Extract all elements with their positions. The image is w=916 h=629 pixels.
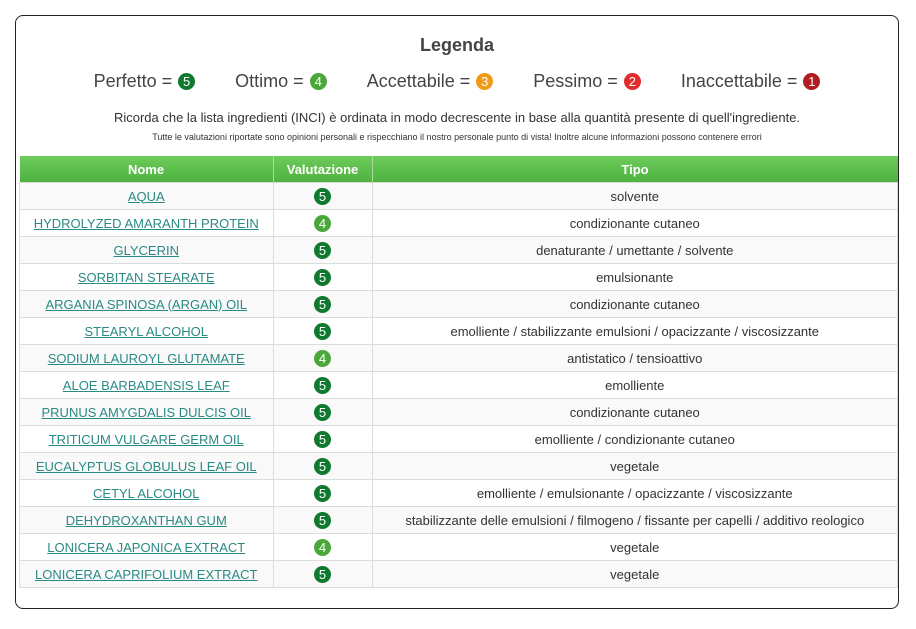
table-header-row [20, 156, 898, 183]
table-row [20, 561, 898, 588]
cell-type: emulsionante [372, 264, 898, 291]
rating-badge-icon: 5 [314, 323, 331, 340]
cell-ingredient-name [20, 426, 274, 453]
legend-title: Legenda [419, 35, 494, 55]
legend-row [16, 71, 898, 92]
table-row [20, 318, 898, 345]
cell-type: solvente [372, 183, 898, 210]
cell-type: stabilizzante delle emulsioni / filmogeno / fissante per capelli / additivo reologico [372, 507, 898, 534]
header-name: Nome [20, 156, 274, 183]
cell-rating [273, 345, 372, 372]
rating-badge-icon: 5 [314, 269, 331, 286]
cell-ingredient-name [20, 534, 274, 561]
rating-badge-icon: 4 [314, 350, 331, 367]
cell-ingredient-name [20, 372, 274, 399]
legend-label: Inaccettabile = [680, 71, 798, 91]
cell-rating [273, 372, 372, 399]
ingredients-table [19, 156, 898, 588]
cell-type: emolliente [372, 372, 898, 399]
rating-badge-icon: 5 [314, 188, 331, 205]
rating-badge-icon: 5 [314, 512, 331, 529]
ingredient-link[interactable]: PRUNUS AMYGDALIS DULCIS OIL [41, 404, 251, 420]
cell-type: vegetale [372, 453, 898, 480]
inci-order-note: Ricorda che la lista ingredienti (INCI) è ordinata in modo decrescente in base alla quantità presente di quell'ingrediente. [113, 110, 801, 125]
cell-rating [273, 210, 372, 237]
ingredient-link[interactable]: CETYL ALCOHOL [93, 485, 200, 501]
cell-ingredient-name [20, 237, 274, 264]
table-row [20, 372, 898, 399]
rating-badge-icon: 5 [314, 404, 331, 421]
rating-badge-icon: 2 [624, 73, 641, 90]
cell-type: emolliente / condizionante cutaneo [372, 426, 898, 453]
cell-rating [273, 534, 372, 561]
ingredient-link[interactable]: EUCALYPTUS GLOBULUS LEAF OIL [35, 458, 257, 474]
rating-badge-icon: 5 [314, 377, 331, 394]
rating-badge-icon: 3 [476, 73, 493, 90]
cell-ingredient-name [20, 183, 274, 210]
header-type: Tipo [372, 156, 898, 183]
legend-item-accettabile [367, 71, 494, 92]
table-row [20, 426, 898, 453]
cell-type: antistatico / tensioattivo [372, 345, 898, 372]
legend-label: Accettabile = [366, 71, 471, 91]
table-row [20, 345, 898, 372]
cell-ingredient-name [20, 561, 274, 588]
ingredient-link[interactable]: ARGANIA SPINOSA (ARGAN) OIL [45, 296, 248, 312]
cell-type: condizionante cutaneo [372, 291, 898, 318]
cell-ingredient-name [20, 507, 274, 534]
ingredients-body [20, 183, 898, 588]
cell-rating [273, 561, 372, 588]
cell-ingredient-name [20, 345, 274, 372]
table-row [20, 399, 898, 426]
table-row [20, 264, 898, 291]
legend-panel [15, 15, 899, 609]
cell-rating [273, 507, 372, 534]
cell-ingredient-name [20, 318, 274, 345]
rating-badge-icon: 5 [314, 458, 331, 475]
cell-rating [273, 480, 372, 507]
legend-label: Ottimo = [235, 71, 304, 91]
rating-badge-icon: 5 [314, 566, 331, 583]
table-row [20, 480, 898, 507]
ingredient-link[interactable]: ALOE BARBADENSIS LEAF [62, 377, 230, 393]
rating-badge-icon: 5 [314, 242, 331, 259]
table-row [20, 507, 898, 534]
cell-ingredient-name [20, 264, 274, 291]
ingredient-link[interactable]: STEARYL ALCOHOL [84, 323, 209, 339]
ingredient-link[interactable]: TRITICUM VULGARE GERM OIL [48, 431, 244, 447]
cell-ingredient-name [20, 480, 274, 507]
rating-badge-icon: 5 [314, 431, 331, 448]
ingredient-link[interactable]: HYDROLYZED AMARANTH PROTEIN [33, 215, 259, 231]
cell-ingredient-name [20, 399, 274, 426]
legend-label: Perfetto = [93, 71, 173, 91]
legend-label: Pessimo = [533, 71, 618, 91]
cell-ingredient-name [20, 453, 274, 480]
cell-type: vegetale [372, 534, 898, 561]
ingredient-link[interactable]: LONICERA JAPONICA EXTRACT [47, 539, 246, 555]
cell-ingredient-name [20, 291, 274, 318]
ingredient-link[interactable]: AQUA [127, 188, 165, 204]
rating-badge-icon: 4 [314, 215, 331, 232]
header-rating: Valutazione [273, 156, 372, 183]
cell-rating [273, 399, 372, 426]
cell-rating [273, 426, 372, 453]
rating-badge-icon: 5 [314, 296, 331, 313]
ingredient-link[interactable]: SORBITAN STEARATE [77, 269, 215, 285]
rating-badge-icon: 1 [803, 73, 820, 90]
ingredient-link[interactable]: DEHYDROXANTHAN GUM [65, 512, 227, 528]
rating-badge-icon: 5 [314, 485, 331, 502]
table-row [20, 237, 898, 264]
ingredient-link[interactable]: LONICERA CAPRIFOLIUM EXTRACT [35, 566, 258, 582]
legend-item-inaccettabile [681, 71, 821, 92]
cell-type: condizionante cutaneo [372, 210, 898, 237]
legend-item-perfetto [94, 71, 196, 92]
cell-rating [273, 318, 372, 345]
cell-rating [273, 237, 372, 264]
table-row [20, 453, 898, 480]
table-row [20, 534, 898, 561]
legend-item-pessimo [533, 71, 641, 92]
cell-rating [273, 291, 372, 318]
cell-ingredient-name [20, 210, 274, 237]
legend-item-ottimo [235, 71, 327, 92]
ingredient-link[interactable]: SODIUM LAUROYL GLUTAMATE [47, 350, 245, 366]
cell-type: vegetale [372, 561, 898, 588]
cell-rating [273, 453, 372, 480]
cell-type: denaturante / umettante / solvente [372, 237, 898, 264]
rating-badge-icon: 4 [314, 539, 331, 556]
cell-type: condizionante cutaneo [372, 399, 898, 426]
ingredient-link[interactable]: GLYCERIN [113, 242, 179, 258]
disclaimer-note: Tutte le valutazioni riportate sono opinioni personali e rispecchiano il nostro personale punto di vista! Inoltre alcune informazioni possono contenere errori [152, 132, 762, 142]
cell-rating [273, 183, 372, 210]
table-row [20, 291, 898, 318]
rating-badge-icon: 4 [310, 73, 327, 90]
cell-type: emolliente / stabilizzante emulsioni / opacizzante / viscosizzante [372, 318, 898, 345]
cell-type: emolliente / emulsionante / opacizzante / viscosizzante [372, 480, 898, 507]
table-row [20, 183, 898, 210]
cell-rating [273, 264, 372, 291]
rating-badge-icon: 5 [178, 73, 195, 90]
table-row [20, 210, 898, 237]
